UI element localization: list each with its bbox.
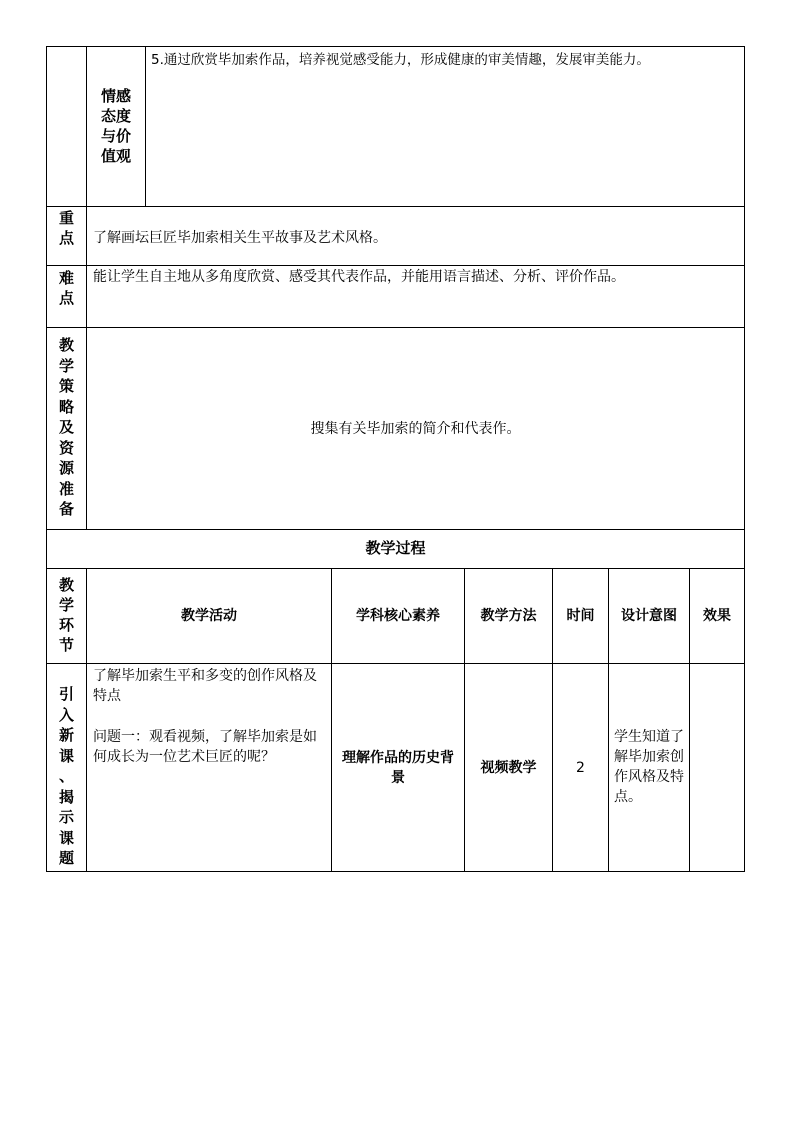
process-title: 教学过程	[365, 539, 426, 557]
header-activity: 教学活动	[181, 608, 237, 624]
row-competency: 理解作品的历史背景	[342, 750, 454, 786]
key-point-content: 了解画坛巨匠毕加索相关生平故事及艺术风格。	[93, 230, 387, 246]
difficulty-content: 能让学生自主地从多角度欣赏、感受其代表作品，并能用语言描述、分析、评价作品。	[93, 269, 625, 285]
row-activity-title: 了解毕加索生平和多变的创作风格及特点	[93, 668, 317, 704]
row-divider	[46, 265, 745, 266]
header-intent: 设计意图	[621, 608, 677, 624]
row-divider	[46, 568, 745, 569]
table-border-right	[744, 46, 745, 872]
table-border-bottom	[46, 871, 745, 872]
strategy-content: 搜集有关毕加索的简介和代表作。	[310, 421, 521, 437]
row-stage: 引 入 新 课 、 揭 示 课 题	[58, 685, 74, 867]
col-divider	[145, 46, 146, 207]
row-divider	[46, 206, 745, 207]
strategy-label: 教 学 策 略 及 资 源 准 备	[58, 336, 74, 518]
objective-item-5: 5.通过欣赏毕加索作品，培养视觉感受能力，形成健康的审美情趣，发展审美能力。	[151, 52, 650, 68]
row-method: 视频教学	[480, 760, 537, 776]
row-divider	[46, 663, 745, 664]
header-stage: 教 学 环 节	[58, 576, 74, 654]
row-time: 2	[576, 760, 585, 776]
objective-category-label: 情感 态度 与价 值观	[100, 87, 131, 165]
header-effect: 效果	[703, 608, 731, 624]
header-method: 教学方法	[480, 608, 537, 624]
table-border-top	[46, 46, 745, 47]
header-competency: 学科核心素养	[356, 608, 440, 624]
row-intent: 学生知道了解毕加索创作风格及特点。	[614, 729, 684, 805]
header-time: 时间	[566, 608, 595, 624]
row-divider	[46, 327, 745, 328]
row-divider	[46, 529, 745, 530]
row-activity-question: 问题一：观看视频，了解毕加索是如何成长为一位艺术巨匠的呢？	[93, 729, 317, 765]
difficulty-label: 难 点	[58, 269, 74, 307]
key-point-label: 重 点	[58, 209, 74, 247]
